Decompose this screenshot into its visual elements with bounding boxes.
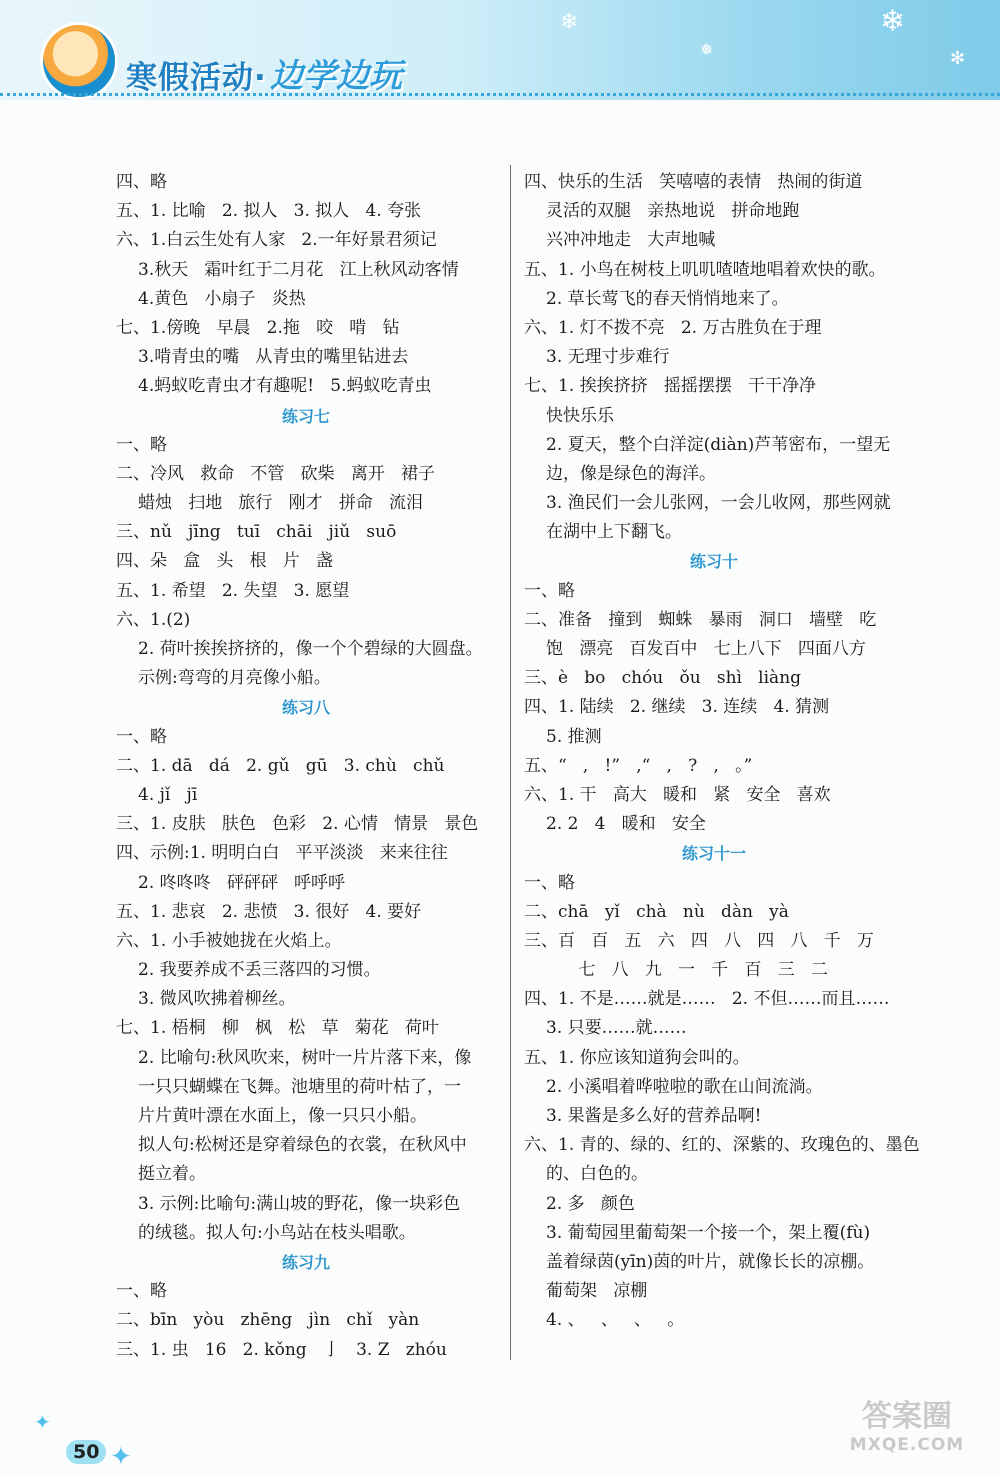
answer-line: 4. 、 、 、 。 bbox=[546, 1310, 685, 1331]
header-title-part1: 寒假活动· bbox=[126, 60, 267, 96]
left-answer-column bbox=[116, 168, 496, 1365]
answer-line: 五、1. 你应该知道狗会叫的。 bbox=[524, 1047, 750, 1068]
answer-line: 的、白色的。 bbox=[546, 1164, 648, 1185]
answer-line: 蜡烛 扫地 旅行 刚才 拼命 流泪 bbox=[138, 493, 424, 514]
section-heading: 练习八 bbox=[281, 698, 330, 718]
section-heading: 练习七 bbox=[281, 406, 330, 426]
answer-line: 的绒毯。拟人句:小鸟站在枝头唱歌。 bbox=[138, 1222, 416, 1243]
snowflake-icon: ❄ bbox=[880, 4, 906, 39]
answer-line: 3. 只要……就…… bbox=[546, 1018, 687, 1039]
answer-line: 4.黄色 小扇子 炎热 bbox=[138, 288, 306, 309]
header-title-part2: 边学边玩 bbox=[270, 56, 402, 95]
answer-line: 3. 果酱是多么好的营养品啊! bbox=[546, 1106, 762, 1126]
answer-line: 四、示例:1. 明明白白 平平淡淡 来来往往 bbox=[116, 843, 448, 864]
answer-line: 二、chā yǐ chà nù dàn yà bbox=[524, 901, 789, 922]
answer-line: 3. 示例:比喻句:满山坡的野花，像一块彩色 bbox=[138, 1193, 461, 1214]
answer-line: 3.秋天 霜叶红于二月花 江上秋风动客情 bbox=[138, 259, 459, 280]
answer-line: 六、1. 小手被她拢在火焰上。 bbox=[116, 930, 342, 951]
section-heading: 练习十 bbox=[689, 552, 738, 572]
answer-line: 一、略 bbox=[116, 1281, 167, 1302]
answer-line: 五、1. 希望 2. 失望 3. 愿望 bbox=[116, 580, 350, 601]
mascot-icon bbox=[40, 22, 118, 100]
answer-line: 七 八 九 一 千 百 三 二 bbox=[546, 960, 828, 981]
watermark-main: 答案圈 bbox=[862, 1399, 952, 1434]
answer-line: 兴冲冲地走 大声地喊 bbox=[546, 230, 716, 251]
answer-line: 4.蚂蚁吃青虫才有趣呢! 5.蚂蚁吃青虫 bbox=[138, 376, 432, 397]
answer-line: 三、è bo chóu ǒu shì liàng bbox=[524, 668, 802, 689]
answer-line: 二、冷风 救命 不管 砍柴 离开 裙子 bbox=[116, 463, 436, 484]
answer-line: 边，像是绿色的海洋。 bbox=[546, 463, 716, 484]
answer-line: 七、1. 挨挨挤挤 摇摇摆摆 干干净净 bbox=[524, 376, 817, 397]
answer-line: 一、略 bbox=[524, 872, 575, 893]
answer-line: 四、1. 不是……就是…… 2. 不但……而且…… bbox=[524, 989, 890, 1010]
answer-line: 3. 无理寸步难行 bbox=[546, 347, 670, 368]
watermark-url: MXQE.COM bbox=[849, 1435, 965, 1455]
answer-line: 2. 荷叶挨挨挤挤的，像一个个碧绿的大圆盘。 bbox=[138, 639, 483, 659]
answer-line: 2. 比喻句:秋风吹来，树叶一片片落下来，像 bbox=[138, 1047, 472, 1068]
page-number: 50 bbox=[66, 1440, 106, 1464]
answer-line: 灵活的双腿 亲热地说 拼命地跑 bbox=[546, 201, 800, 222]
answer-line: 2. 草长莺飞的春天悄悄地来了。 bbox=[546, 288, 789, 309]
answer-line: 一只只蝴蝶在飞舞。池塘里的荷叶枯了，一 bbox=[138, 1076, 461, 1097]
answer-line: 七、1.傍晚 早晨 2.拖 咬 啃 钻 bbox=[116, 317, 400, 338]
answer-line: 盖着绿茵(yīn)茵的叶片，就像长长的凉棚。 bbox=[546, 1251, 875, 1272]
answer-line: 五、1. 小鸟在树枝上叽叽喳喳地唱着欢快的歌。 bbox=[524, 259, 886, 280]
snowflake-icon: ❄ bbox=[560, 10, 579, 35]
answer-line: 饱 漂亮 百发百中 七上八下 四面八方 bbox=[546, 639, 866, 659]
watermark bbox=[832, 1400, 982, 1464]
answer-line: 2. 小溪唱着哗啦啦的歌在山间流淌。 bbox=[546, 1076, 823, 1097]
answer-line: 在湖中上下翻飞。 bbox=[546, 522, 682, 543]
answer-line: 片片黄叶漂在水面上，像一只只小船。 bbox=[138, 1106, 427, 1126]
answer-line: 五、1. 比喻 2. 拟人 3. 拟人 4. 夸张 bbox=[116, 201, 422, 222]
answer-line: 三、1. 皮肤 肤色 色彩 2. 心情 情景 景色 bbox=[116, 814, 479, 835]
answer-line: 六、1.白云生处有人家 2.一年好景君须记 bbox=[116, 230, 437, 251]
sparkle-icon: ✦ bbox=[110, 1442, 132, 1472]
answer-line: 六、1. 灯不拨不亮 2. 万古胜负在于理 bbox=[524, 317, 822, 338]
answer-line: 拟人句:松树还是穿着绿色的衣裳，在秋风中 bbox=[138, 1135, 467, 1156]
header-banner bbox=[0, 0, 1000, 100]
answer-line: 2. 夏天，整个白洋淀(diàn)芦苇密布，一望无 bbox=[546, 434, 891, 455]
section-heading: 练习九 bbox=[281, 1252, 330, 1272]
answer-line: 三、nǔ jīng tuī chāi jiǔ suō bbox=[116, 522, 397, 543]
snowflake-icon: ✻ bbox=[950, 48, 966, 69]
snowflake-icon: ❅ bbox=[700, 40, 714, 59]
header-dotted-line bbox=[0, 93, 1000, 96]
answer-line: 一、略 bbox=[116, 726, 167, 747]
answer-line: 四、朵 盒 头 根 片 盏 bbox=[116, 551, 334, 572]
answer-line: 4. jǐ jī bbox=[138, 784, 198, 805]
column-divider bbox=[510, 165, 511, 1360]
answer-line: 五、“ , !” ,“ , ? , 。” bbox=[524, 755, 753, 776]
answer-line: 3.啃青虫的嘴 从青虫的嘴里钻进去 bbox=[138, 347, 409, 368]
section-heading: 练习十一 bbox=[681, 844, 746, 864]
answer-line: 六、1. 青的、绿的、红的、深紫的、玫瑰色的、墨色 bbox=[524, 1135, 920, 1156]
sparkle-icon: ✦ bbox=[34, 1410, 51, 1434]
answer-line: 一、略 bbox=[116, 434, 167, 455]
answer-line: 七、1. 梧桐 柳 枫 松 草 菊花 荷叶 bbox=[116, 1018, 439, 1039]
answer-line: 3. 渔民们一会儿张网，一会儿收网，那些网就 bbox=[546, 493, 891, 514]
answer-line: 二、准备 撞到 蜘蛛 暴雨 洞口 墙壁 吃 bbox=[524, 609, 877, 630]
answer-line: 2. 我要养成不丢三落四的习惯。 bbox=[138, 960, 381, 981]
answer-line: 一、略 bbox=[524, 580, 575, 601]
answer-line: 三、百 百 五 六 四 八 四 八 千 万 bbox=[524, 930, 874, 951]
answer-line: 二、bīn yòu zhēng jìn chǐ yàn bbox=[116, 1310, 420, 1331]
answer-line: 四、略 bbox=[116, 172, 167, 192]
answer-line: 葡萄架 凉棚 bbox=[546, 1281, 648, 1302]
answer-line: 三、1. 虫 16 2. kǒng 亅 3. Z zhóu bbox=[116, 1339, 447, 1360]
right-answer-column bbox=[524, 168, 920, 1336]
answer-line: 3. 葡萄园里葡萄架一个接一个，架上覆(fù) bbox=[546, 1222, 871, 1243]
answer-line: 五、1. 悲哀 2. 悲愤 3. 很好 4. 要好 bbox=[116, 901, 422, 922]
answer-line: 二、1. dā dá 2. gǔ gū 3. chù chǔ bbox=[116, 755, 445, 776]
answer-line: 3. 微风吹拂着柳丝。 bbox=[138, 989, 296, 1010]
answer-line: 挺立着。 bbox=[138, 1164, 206, 1185]
answer-line: 2. 2 4 暖和 安全 bbox=[546, 814, 706, 835]
answer-line: 六、1. 干 高大 暖和 紧 安全 喜欢 bbox=[524, 784, 831, 805]
answer-line: 2. 多 颜色 bbox=[546, 1193, 635, 1214]
answer-line: 5. 推测 bbox=[546, 726, 602, 747]
answer-line: 示例:弯弯的月亮像小船。 bbox=[138, 668, 331, 689]
answer-line: 四、1. 陆续 2. 继续 3. 连续 4. 猜测 bbox=[524, 697, 830, 718]
answer-line: 四、快乐的生活 笑嘻嘻的表情 热闹的街道 bbox=[524, 172, 863, 192]
answer-line: 2. 咚咚咚 砰砰砰 呼呼呼 bbox=[138, 872, 346, 893]
answer-line: 六、1.(2) bbox=[116, 609, 191, 630]
answer-line: 快快乐乐 bbox=[546, 405, 614, 426]
